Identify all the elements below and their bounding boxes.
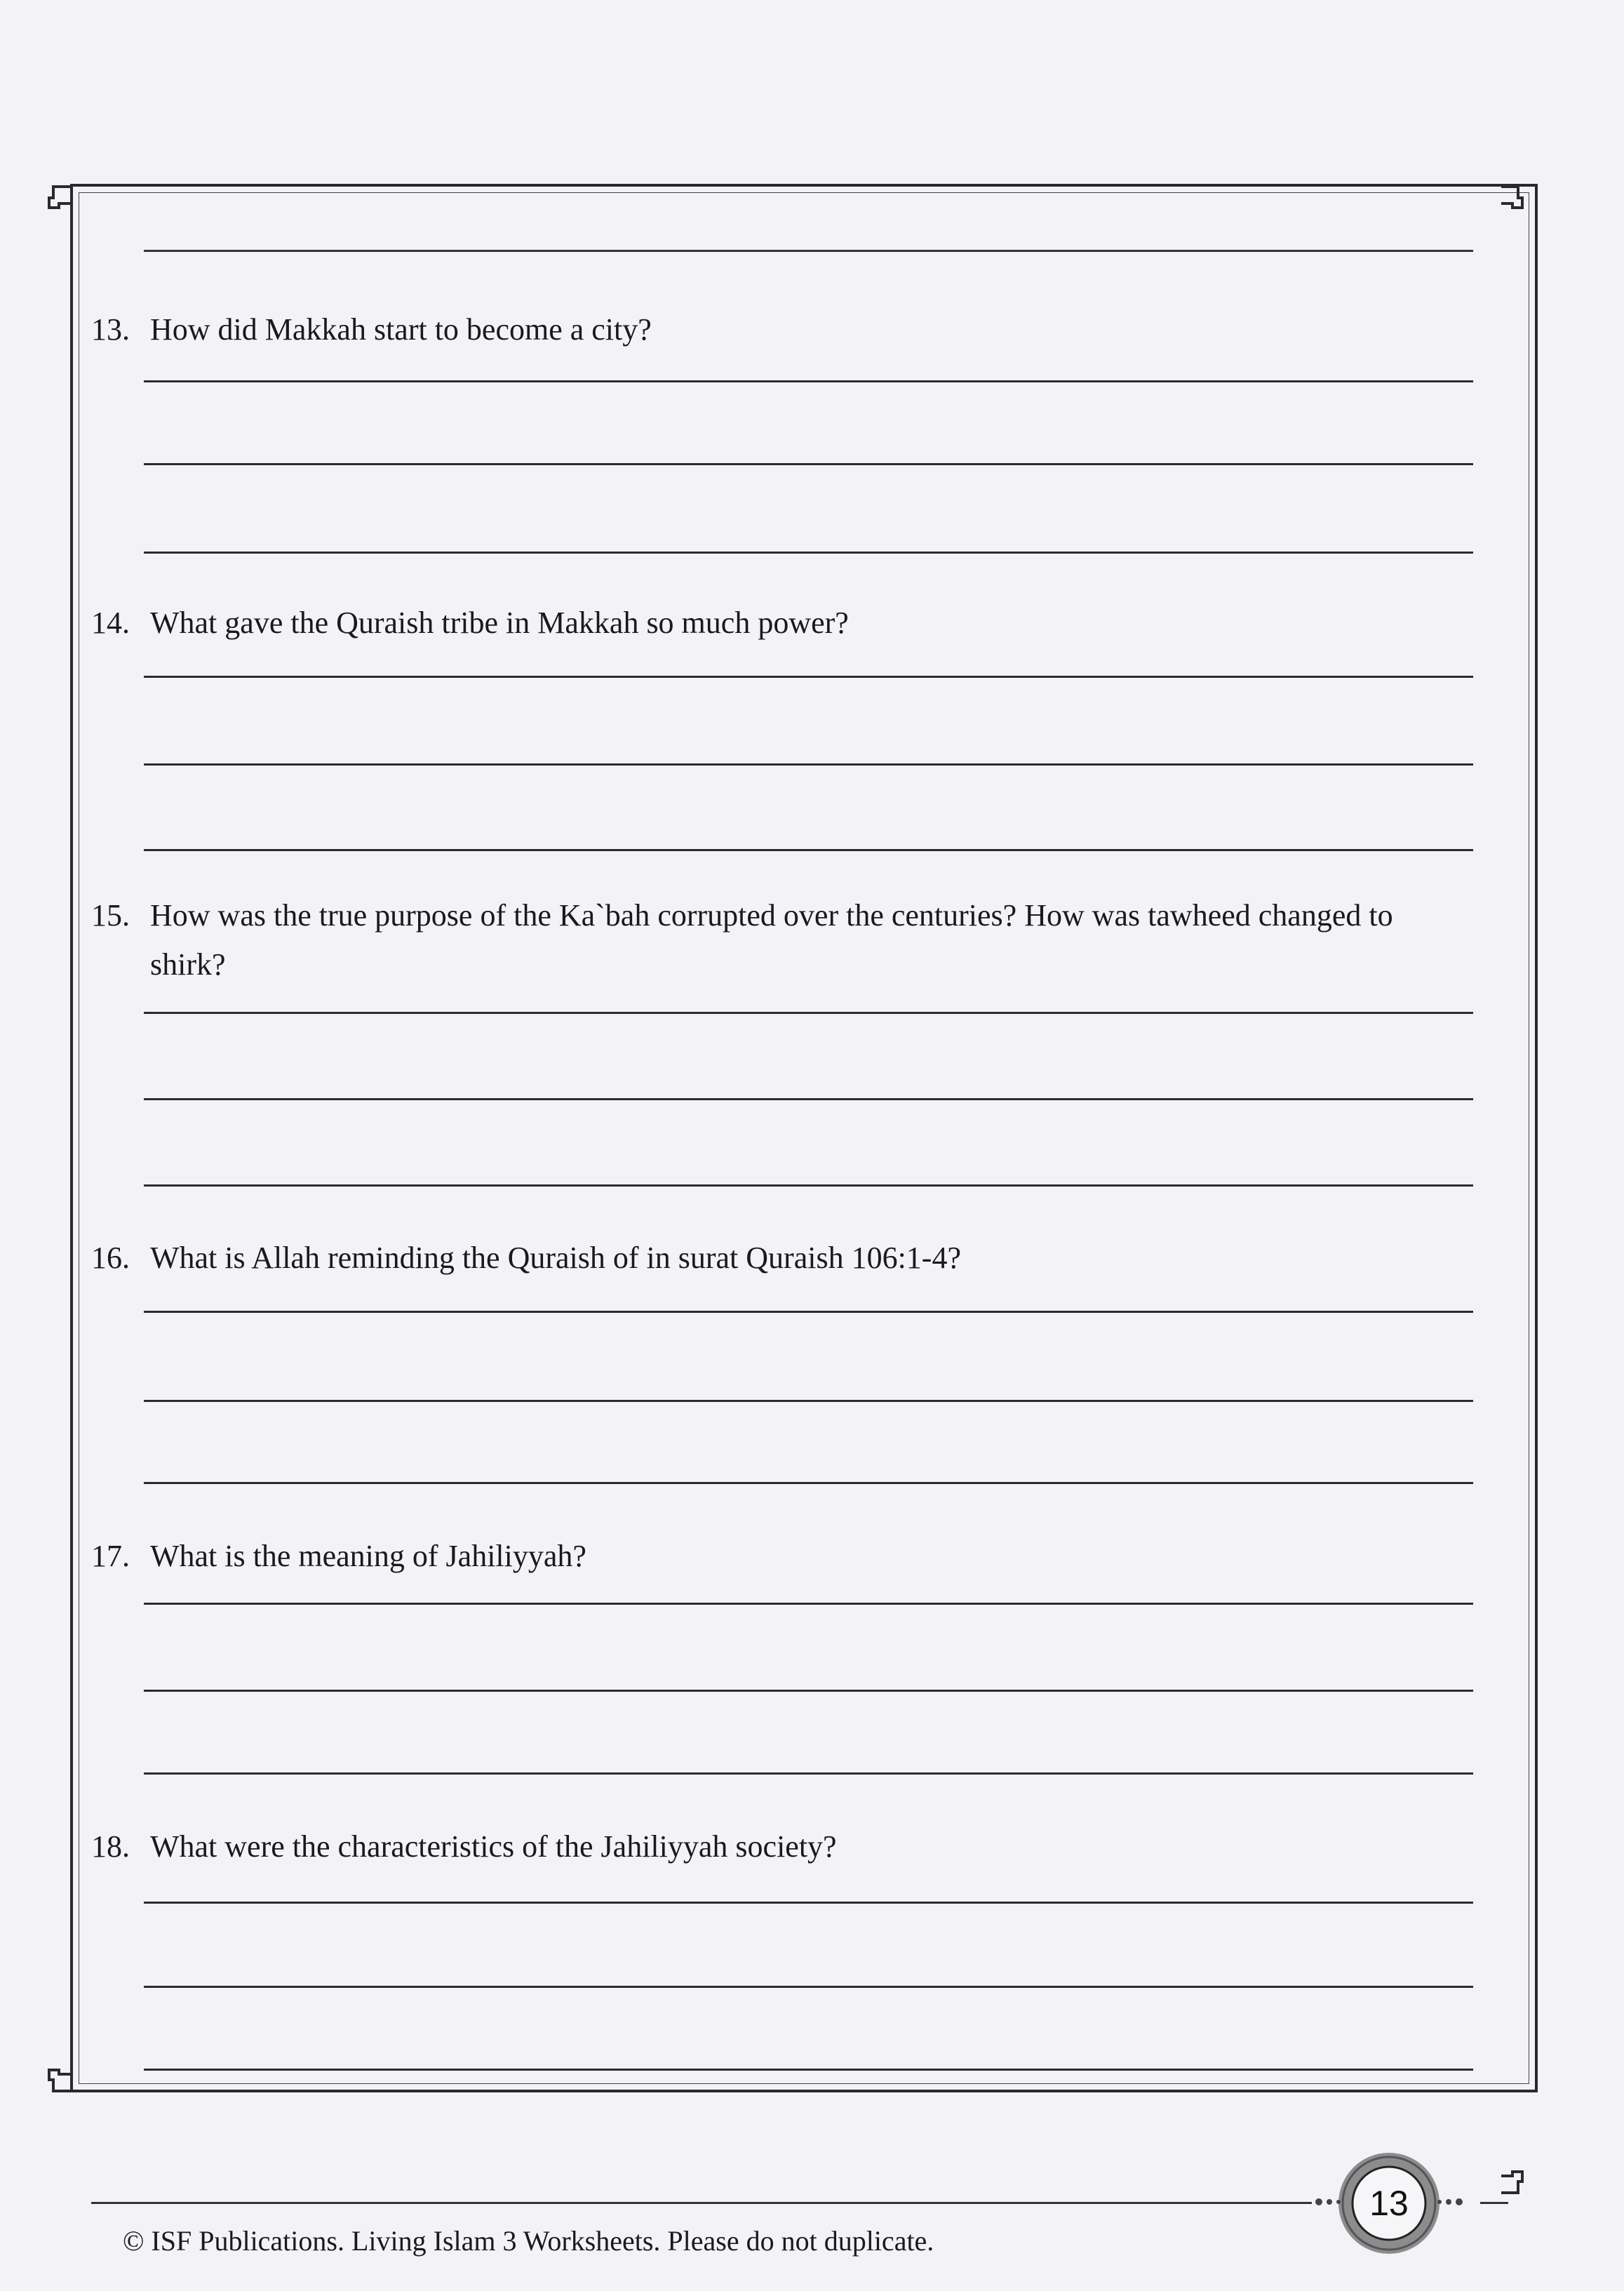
copyright-footer: © ISF Publications. Living Islam 3 Worksheets. Please do not duplicate. xyxy=(123,2225,934,2257)
question-number: 18. xyxy=(91,1829,130,1864)
answer-line[interactable] xyxy=(144,1986,1473,1988)
question-number: 17. xyxy=(91,1539,130,1573)
question-17 xyxy=(91,1532,1438,1581)
answer-line[interactable] xyxy=(144,1098,1473,1100)
answer-line[interactable] xyxy=(144,1012,1473,1014)
answer-line[interactable] xyxy=(144,849,1473,851)
answer-line[interactable] xyxy=(144,1482,1473,1484)
answer-line[interactable] xyxy=(144,1772,1473,1775)
answer-line[interactable] xyxy=(144,1690,1473,1692)
corner-ornament-icon xyxy=(46,184,77,215)
question-18 xyxy=(91,1822,1438,1871)
question-text: What is the meaning of Jahiliyyah? xyxy=(150,1539,586,1573)
bottom-divider xyxy=(91,2202,1312,2204)
answer-line[interactable] xyxy=(144,1311,1473,1313)
question-text: How was the true purpose of the Ka`bah corrupted over the centuries? How was tawheed changed to shirk? xyxy=(150,898,1393,982)
answer-line[interactable] xyxy=(144,380,1473,382)
question-text: What gave the Quraish tribe in Makkah so much power? xyxy=(150,606,849,640)
answer-line[interactable] xyxy=(144,552,1473,554)
question-text: What were the characteristics of the Jahiliyyah society? xyxy=(150,1829,837,1864)
answer-line[interactable] xyxy=(144,2069,1473,2071)
question-16 xyxy=(91,1234,1438,1283)
page-border-inner xyxy=(79,192,1529,2084)
answer-line[interactable] xyxy=(144,1184,1473,1187)
answer-line[interactable] xyxy=(144,1603,1473,1605)
question-14 xyxy=(91,599,1438,648)
corner-ornament-icon xyxy=(46,2063,77,2094)
answer-line xyxy=(144,250,1473,252)
question-text: What is Allah reminding the Quraish of in surat Quraish 106:1-4? xyxy=(150,1241,961,1275)
corner-ornament-icon xyxy=(1494,2165,1525,2196)
corner-ornament-icon xyxy=(1494,184,1525,215)
question-13 xyxy=(91,305,1438,354)
question-number: 15. xyxy=(91,898,130,933)
answer-line[interactable] xyxy=(144,676,1473,678)
bottom-divider xyxy=(1480,2202,1508,2204)
question-number: 14. xyxy=(91,606,130,640)
answer-line[interactable] xyxy=(144,1902,1473,1904)
question-text: How did Makkah start to become a city? xyxy=(150,312,652,347)
question-number: 13. xyxy=(91,312,130,347)
answer-line[interactable] xyxy=(144,763,1473,766)
answer-line[interactable] xyxy=(144,1400,1473,1402)
answer-line[interactable] xyxy=(144,463,1473,465)
question-15 xyxy=(91,891,1438,989)
page-number: 13 xyxy=(1369,2184,1409,2223)
question-number: 16. xyxy=(91,1241,130,1275)
